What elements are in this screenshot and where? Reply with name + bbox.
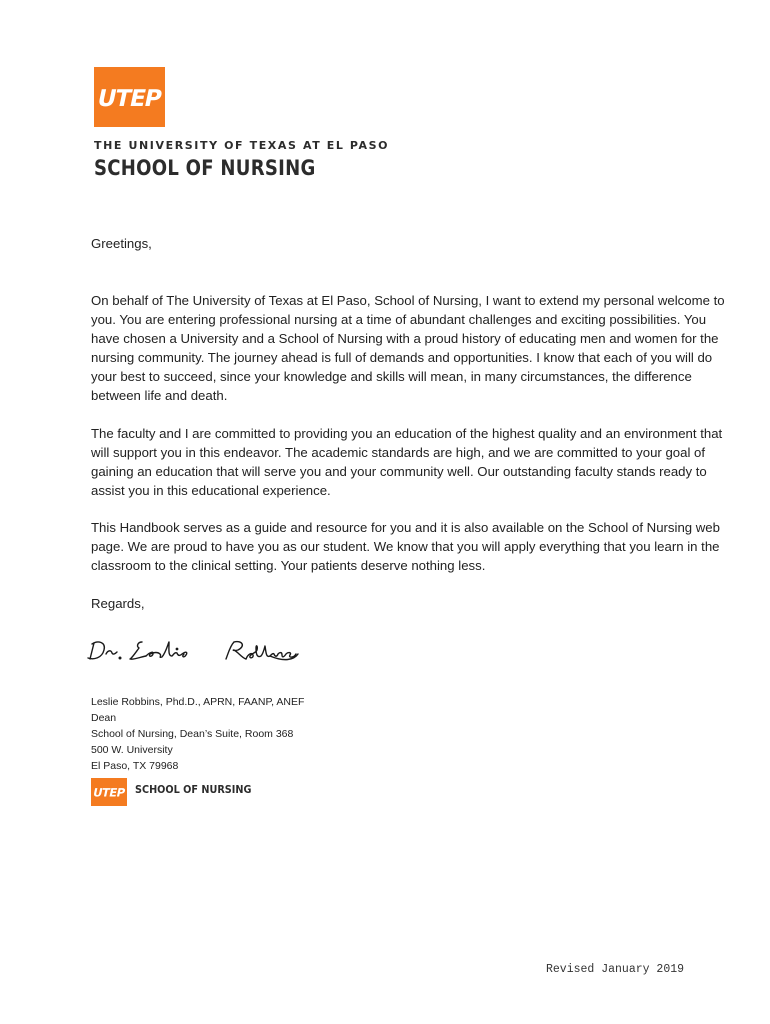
handwritten-signature — [84, 632, 304, 677]
signature-block — [91, 694, 304, 774]
paragraph-1: On behalf of The University of Texas at El Paso, School of Nursing, I want to extend my personal welcome to you. You are entering professional nursing at a time of abundant challenges and exciting possibilities. You have chosen a University and a School of Nursing with a proud history of educating men and women for the nursing community. The journey ahead is full of demands and opportunities. I know that each of you will do your best to succeed, since your knowledge and skills will mean, in many circumstances, the difference between life and death. — [91, 293, 725, 403]
paragraph-3: This Handbook serves as a guide and resource for you and it is also available on the School of Nursing web page. We are proud to have you as our student. We know that you will apply everything that you learn in the classroom to the clinical setting. Your patients deserve nothing less. — [91, 520, 720, 573]
university-name: THE UNIVERSITY OF TEXAS AT EL PASO — [94, 139, 390, 152]
revision-note: Revised January 2019 — [546, 963, 685, 976]
signer-office: School of Nursing, Dean’s Suite, Room 368 — [91, 728, 294, 740]
closing: Regards, — [91, 596, 145, 611]
footer-utep-logo — [91, 778, 127, 806]
utep-logo — [94, 67, 165, 127]
greeting: Greetings, — [91, 236, 152, 251]
footer-school-name: SCHOOL OF NURSING — [135, 783, 252, 796]
svg-text:UTEP: UTEP — [91, 785, 127, 800]
signer-city: El Paso, TX 79968 — [91, 760, 179, 772]
signer-street: 500 W. University — [91, 744, 173, 756]
signer-name: Leslie Robbins, Phd.D., APRN, FAANP, ANEF — [91, 696, 305, 708]
signer-title: Dean — [91, 712, 117, 724]
paragraph-2: The faculty and I are committed to providing you an education of the highest quality and an environment that will support you in this endeavor. The academic standards are high, and we are committed to your goal of gaining an education that will serve you and your community well. Our outstanding faculty stands ready to assist you in this educational experience. — [91, 426, 723, 498]
svg-text:UTEP: UTEP — [94, 85, 164, 112]
school-name: SCHOOL OF NURSING — [94, 156, 316, 180]
